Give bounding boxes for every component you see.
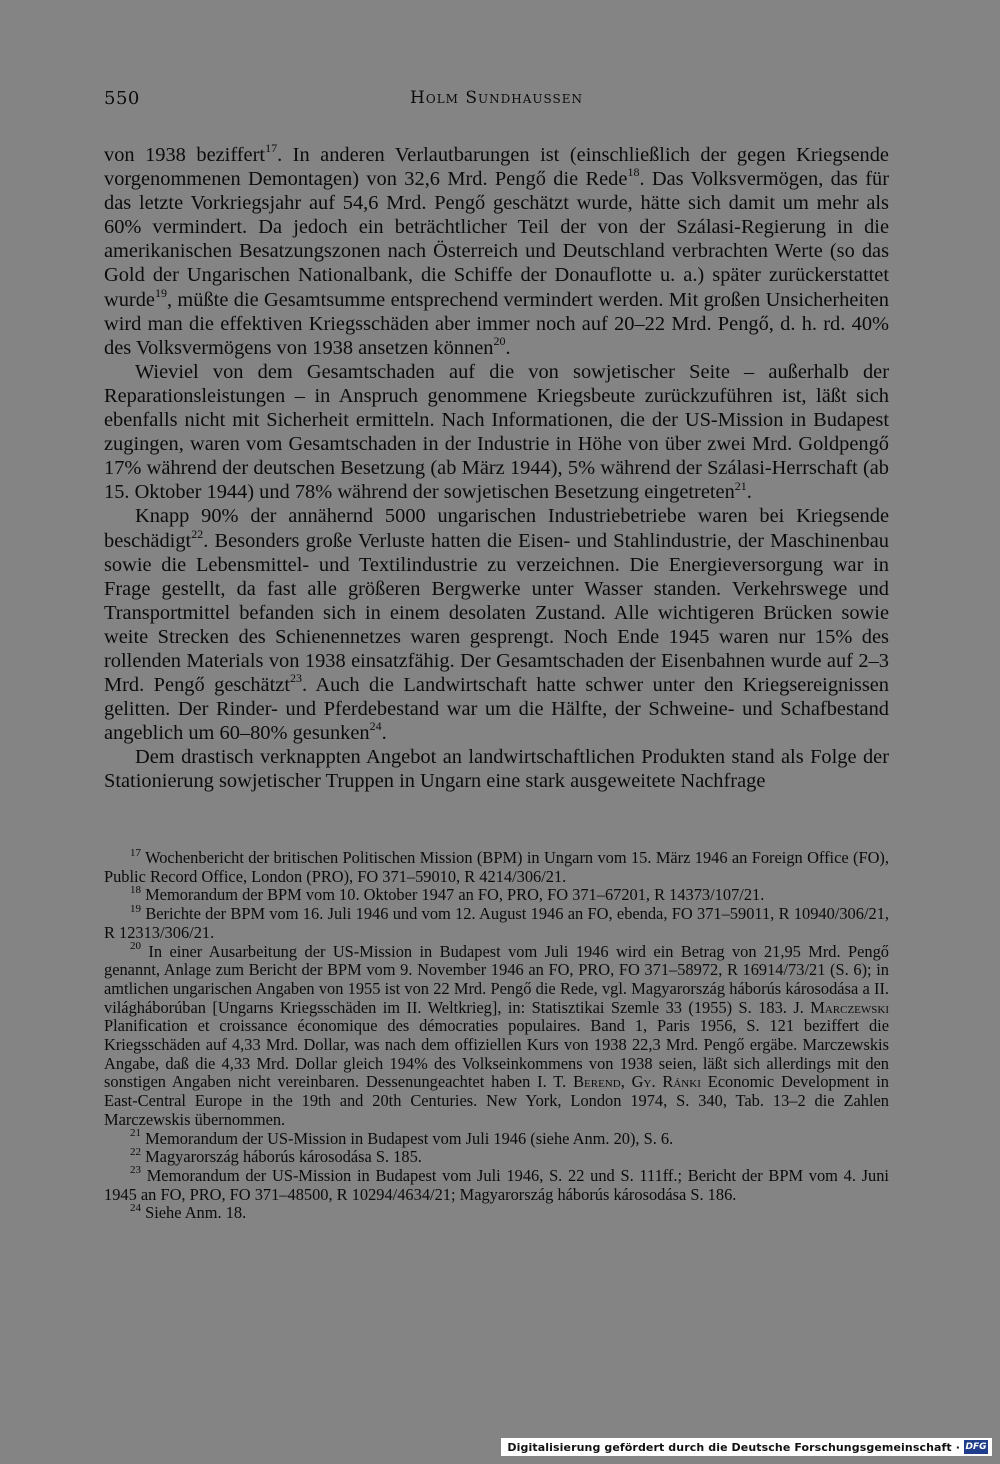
paragraph-4: Dem drastisch verknappten Angebot an landwirtschaftlichen Produkten stand als Folge der Stationierung sowjetischer Truppen in Ungarn eine stark ausgeweitete Nachfrage: [104, 746, 889, 793]
footnote-18: $^{18}$ Memorandum der BPM vom 10. Oktober 1947 an FO, PRO, FO 371–67201, R 14373/107/21.: [130, 883, 765, 905]
page-header: [104, 88, 889, 116]
footnote-ref-22[interactable]: 22: [191, 526, 204, 541]
paragraph-2: Wieviel von dem Gesamtschaden auf die von sowjetischer Seite – außerhalb der Reparationsleistungen – in Anspruch genommene Kriegsbeute zurückzuführen ist, läßt sich ebenfalls nicht mit Sicherheit ermitteln. Nach Informationen, die der US-Mission in Budapest zugingen, waren vom Gesamtschaden in der Industrie in Höhe von über zwei Mrd. Goldpengő 17% während der deutschen Besetzung (ab März 1944), 5% während der Szálasi-Herrschaft (ab 15. Oktober 1944) und 78% während der sowjetischen Besetzung eingetreten$^{21}$.: [104, 360, 889, 504]
footnotes: [104, 846, 889, 1223]
footnote-23: $^{23}$ Memorandum der US-Mission in Budapest vom Juli 1946, S. 22 und S. 111ff.; Bericht der BPM vom 4. Juni 1945 an FO, PRO, FO 371–48500, R 10294/4634/21; Magyarország háborús károsodása S. 186.: [104, 1164, 889, 1204]
footnote-19: $^{19}$ Berichte der BPM vom 16. Juli 1946 und vom 12. August 1946 an FO, ebenda, FO 371–59011, R 10940/306/21, R 12313/306/21.: [104, 902, 889, 942]
running-title: Holm Sundhaussen: [410, 88, 583, 108]
dfg-logo-icon: DFG: [965, 1442, 987, 1452]
footnote-number: 22: [130, 1145, 141, 1158]
footnote-ref-24[interactable]: 24: [369, 719, 382, 734]
footnote-ref-18[interactable]: 18: [627, 165, 640, 180]
footnote-number: 18: [130, 883, 141, 896]
footnote-ref-21[interactable]: 21: [734, 478, 747, 493]
footnote-ref-20[interactable]: 20: [493, 333, 506, 348]
footnote-number: 21: [130, 1127, 141, 1140]
footnote-ref-17[interactable]: 17: [265, 141, 278, 156]
footnote-24: $^{24}$ Siehe Anm. 18.: [130, 1201, 247, 1223]
footnote-number: 20: [130, 940, 141, 953]
footnote-ref-19[interactable]: 19: [154, 285, 167, 300]
paragraph-3: Knapp 90% der annähernd 5000 ungarischen Industriebetriebe waren bei Kriegsende beschädigt$^{22}$. Besonders große Verluste hatten die Eisen- und Stahlindustrie, der Maschinenbau sowie die Lebensmittel- und Textilindustrie zu verzeichnen. Die Energieversorgung war in Frage gestellt, da fast alle größeren Bergwerke unter Wasser standen. Verkehrswege und Transportmittel befanden sich in einem desolaten Zustand. Alle wichtigeren Brücken sowie weite Strecken des Schienennetzes waren gesprengt. Noch Ende 1945 waren nur 15% des rollenden Materials von 1938 einsatzfähig. Der Gesamtschaden der Eisenbahnen wurde auf 2–3 Mrd. Pengő geschätzt$^{23}$. Auch die Landwirtschaft hatte schwer unter den Kriegsereignissen gelitten. Der Rinder- und Pferdebestand war um die Hälfte, der Schweine- und Schafbestand angeblich um 60–80% gesunken$^{24}$.: [104, 505, 889, 745]
footnote-number: 23: [130, 1164, 141, 1177]
dfg-footer-bar: [501, 1438, 992, 1456]
footnote-number: 19: [130, 902, 141, 915]
funding-notice: Digitalisierung gefördert durch die Deutsche Forschungsgemeinschaft ·: [507, 1440, 960, 1454]
paragraph-1: von 1938 beziffert$^{17}$. In anderen Verlautbarungen ist (einschließlich der gegen Kriegsende vorgenommenen Demontagen) von 32,6 Mrd. Pengő die Rede$^{18}$. Das Volksvermögen, das für das letzte Vorkriegsjahr auf 54,6 Mrd. Pengő geschätzt wurde, hätte sich damit um mehr als 60% vermindert. Da jedoch ein beträchtlicher Teil der von der Szálasi-Regierung in die amerikanischen Besatzungszonen nach Österreich und Deutschland verbrachten Werte (so das Gold der Ungarischen Nationalbank, die Schiffe der Donauflotte u. a.) später zurückerstattet wurde$^{19}$, müßte die Gesamtsumme entsprechend vermindert werden. Mit großen Unsicherheiten wird man die effektiven Kriegsschäden aber immer noch auf 20–22 Mrd. Pengő, d. h. rd. 40% des Volksvermögens von 1938 ansetzen können$^{20}$.: [104, 141, 889, 359]
footnote-number: 24: [130, 1201, 141, 1214]
body-text: [104, 143, 889, 794]
footnote-ref-23[interactable]: 23: [289, 671, 302, 686]
footnote-17: $^{17}$ Wochenbericht der britischen Politischen Mission (BPM) in Ungarn vom 15. März 1946 an Foreign Office (FO), Public Record Office, London (PRO), FO 371–59010, R 4214/306/21.: [104, 846, 889, 886]
footnote-20: $^{20}$ In einer Ausarbeitung der US-Mission in Budapest vom Juli 1946 wird ein Betrag von 21,95 Mrd. Pengő genannt, Anlage zum Bericht der BPM vom 9. November 1946 an FO, PRO, FO 371–58972, R 16914/73/21 (S. 6); in amtlichen ungarischen Angaben von 1955 ist von 22 Mrd. Pengő die Rede, vgl. Magyarország háborús károsodása a II. világháborúban [Ungarns Kriegsschäden im II. Weltkrieg], in: Statisztikai Szemle 33 (1955) S. 183. J. Marczewski Planification et croissance économique des démocraties populaires. Band 1, Paris 1956, S. 121 beziffert die Kriegsschäden auf 4,33 Mrd. Dollar, was nach dem offiziellen Kurs von 1938 22,3 Mrd. Pengő ergäbe. Marczewskis Angabe, daß die 4,33 Mrd. Dollar gleich 194% des Volkseinkommens von 1938 seien, läßt sich allerdings mit den sonstigen Angaben nicht vereinbaren. Dessenungeachtet haben I. T. Berend, Gy. Ránki Economic Development in East-Central Europe in the 19th and 20th Centuries. New York, London 1974, S. 340, Tab. 13–2 die Zahlen Marczewskis übernommen.: [104, 940, 889, 1129]
page-number: 550: [104, 88, 140, 109]
footnote-22: $^{22}$ Magyarország háborús károsodása S. 185.: [130, 1145, 422, 1167]
footnote-21: $^{21}$ Memorandum der US-Mission in Budapest vom Juli 1946 (siehe Anm. 20), S. 6.: [130, 1127, 674, 1148]
author-name: Marczewski: [810, 997, 889, 1017]
author-name: Gy. Ránki: [631, 1072, 701, 1092]
footnote-number: 17: [130, 846, 141, 859]
author-name: Berend: [573, 1072, 621, 1092]
